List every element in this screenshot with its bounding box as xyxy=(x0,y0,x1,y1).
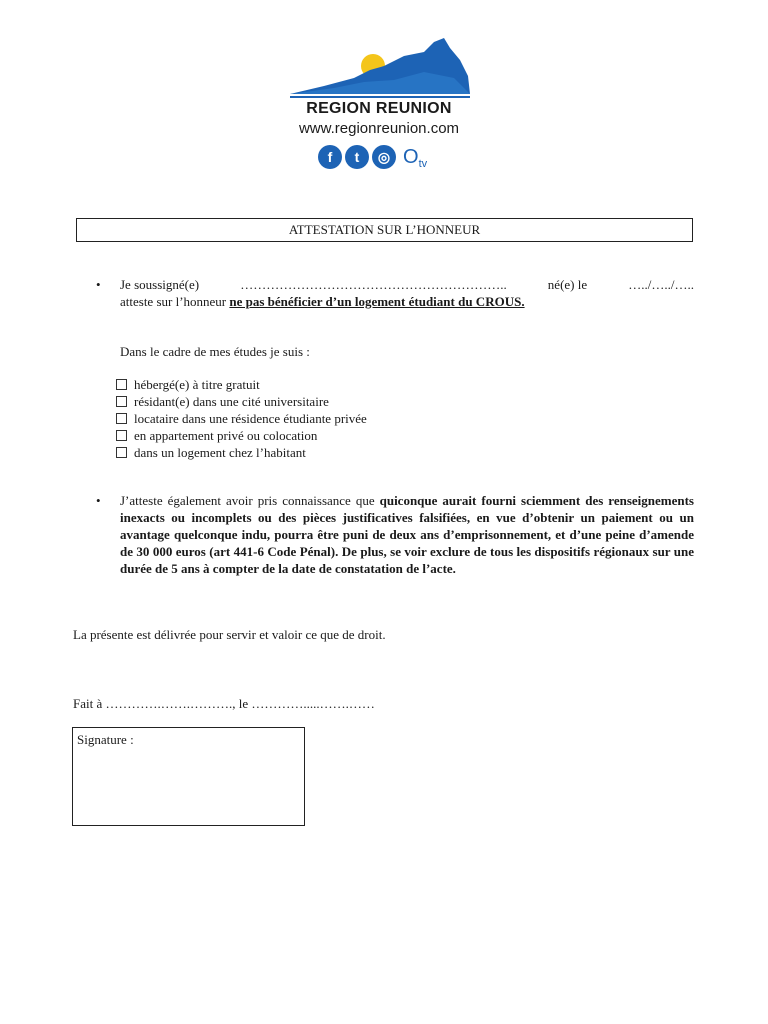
housing-option[interactable]: locataire dans une résidence étudiante privée xyxy=(116,410,367,427)
otv-icon[interactable]: $O_{tv}$ xyxy=(403,145,428,170)
brand-name: REGION REUNION xyxy=(306,100,452,117)
region-reunion-logo xyxy=(284,36,474,176)
housing-option[interactable]: hébergé(e) à titre gratuit xyxy=(116,376,367,393)
twitter-icon[interactable]: t xyxy=(345,145,369,169)
housing-option[interactable]: résidant(e) dans une cité universitaire xyxy=(116,393,367,410)
checkbox-icon[interactable] xyxy=(116,447,127,458)
checkbox-icon[interactable] xyxy=(116,379,127,390)
place-date-line[interactable]: Fait à ………….…….………., le ………….....…….…… xyxy=(73,696,375,711)
document-title: ATTESTATION SUR L’HONNEUR xyxy=(76,218,693,242)
bullet-icon: • xyxy=(96,277,101,292)
facebook-icon[interactable]: f xyxy=(318,145,342,169)
penalty-bullet xyxy=(96,492,694,577)
attest-text: atteste sur l’honneur xyxy=(120,294,230,309)
birthdate-blank[interactable]: …../…../….. xyxy=(628,277,694,292)
attestation-bullet xyxy=(96,276,694,310)
signature-box[interactable] xyxy=(72,727,305,826)
bullet-icon: • xyxy=(96,493,101,508)
name-blank[interactable]: …………………………………………………….. xyxy=(240,277,507,292)
checkbox-icon[interactable] xyxy=(116,396,127,407)
website-url[interactable]: www.regionreunion.com xyxy=(298,120,460,137)
crous-statement: ne pas bénéficier d’un logement étudiant du CROUS. xyxy=(229,294,525,309)
soussigne-label: Je soussigné(e) xyxy=(120,277,200,292)
signature-label: Signature : xyxy=(77,732,134,747)
housing-option[interactable]: dans un logement chez l’habitant xyxy=(116,444,367,461)
penalty-text: quiconque aurait fourni sciemment des renseignements inexacts ou incomplets ou des pièces justificatives falsifiées, en vue d’obtenir un paiement ou un avantage quelconque indu, pourra être puni de deux ans d’emprisonnement, et d’une peine d’amende de 30 000 euros (art 441-6 Code Pénal). De plus, se voir exclure de tous les dispositifs régionaux sur une durée de 5 ans à compter de la date de constatation de l’acte. xyxy=(120,493,694,576)
instagram-icon[interactable]: ◎ xyxy=(372,145,396,169)
checkbox-icon[interactable] xyxy=(116,413,127,424)
social-links xyxy=(318,144,427,170)
penalty-intro: J’atteste également avoir pris connaissance que xyxy=(120,493,380,508)
mountain-sun-icon xyxy=(284,36,474,100)
validity-statement: La présente est délivrée pour servir et valoir ce que de droit. xyxy=(73,627,386,642)
housing-options xyxy=(116,376,367,461)
housing-question: Dans le cadre de mes études je suis : xyxy=(120,344,310,359)
ne-le-label: né(e) le xyxy=(547,277,588,292)
housing-option[interactable]: en appartement privé ou colocation xyxy=(116,427,367,444)
checkbox-icon[interactable] xyxy=(116,430,127,441)
